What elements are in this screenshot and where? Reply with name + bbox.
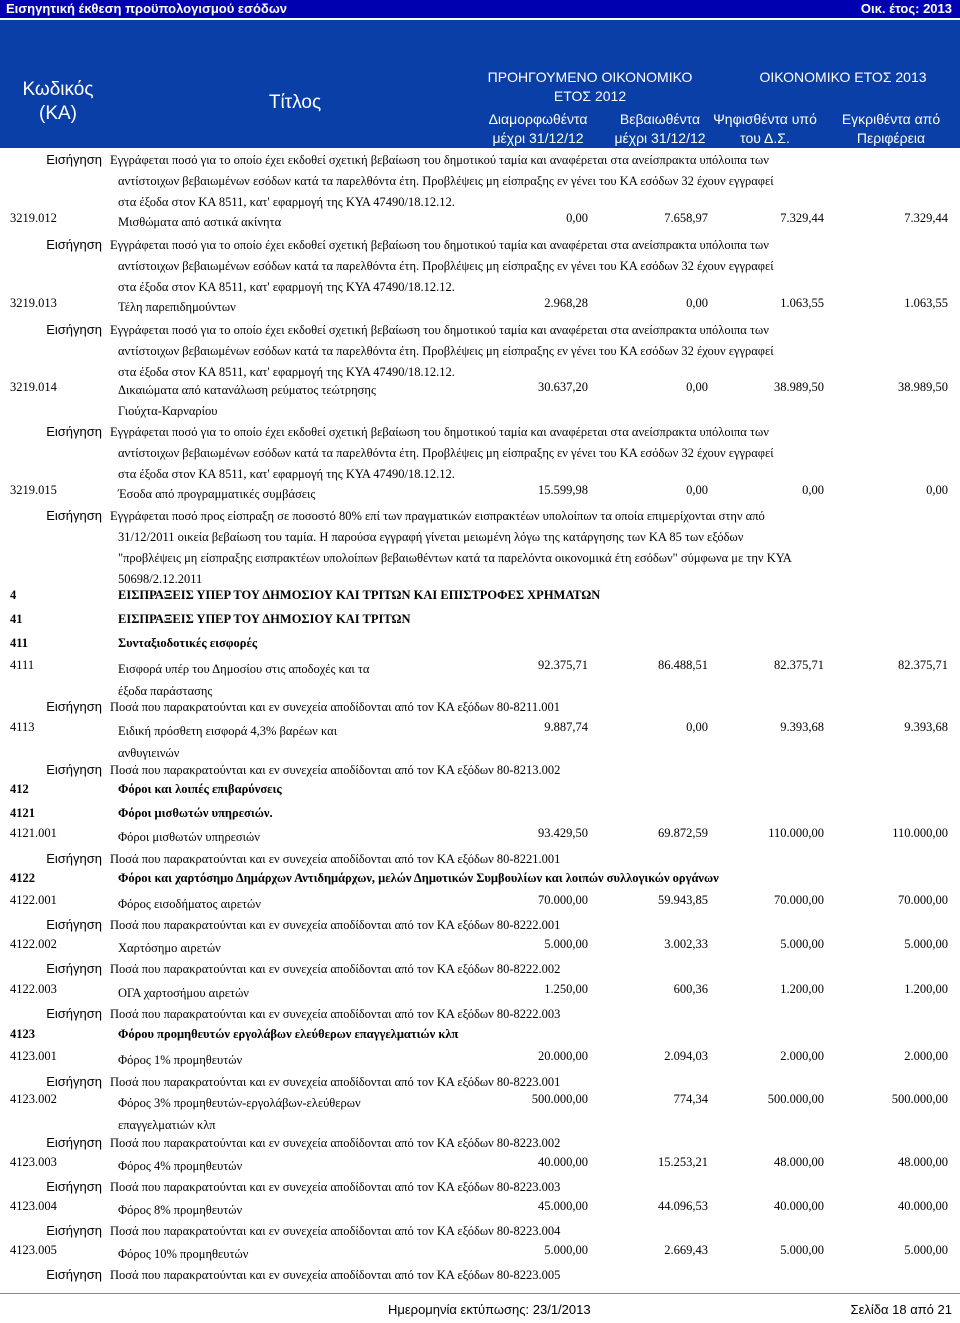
value-formed: 93.429,50 [538,826,588,840]
value-formed: 15.599,98 [538,483,588,497]
recommendation-text: Εγγράφεται ποσό για το οποίο έχει εκδοθεί σχετική βεβαίωση του δημοτικού ταμία και αναφέρεται στα ανείσπρακτα υπόλοιπα των αντίστοιχων βεβαιωμένων εσόδων κατά τα παρελθόντα έτη. Προβλέψεις μη είσπραξης εν γένει του ΚΑ εσόδων 32 έχουν εγγραφεί στα έξοδα στον ΚΑ 8511, κατ' εφαρμογή της ΚΥΑ 47490/18.12.12. [110,153,774,209]
row-title: Φόρος 3% προμηθευτών-εργολάβων-ελεύθερων επαγγελματιών κλπ [118,1096,361,1132]
value-confirmed: 7.658,97 [664,211,708,225]
recommendation-text: Ποσά που παρακρατούνται και εν συνεχεία αποδίδονται από τον ΚΑ εξόδων 80-8222.003 [110,1007,561,1021]
recommendation-label: Εισήγηση [46,699,102,714]
value-voted: 5.000,00 [780,1243,824,1257]
value-voted: 2.000,00 [780,1049,824,1063]
recommendation-label: Εισήγηση [46,508,102,523]
value-formed: 30.637,20 [538,380,588,394]
recommendation-text: Ποσά που παρακρατούνται και εν συνεχεία αποδίδονται από τον ΚΑ εξόδων 80-8223.003 [110,1180,561,1194]
recommendation-label: Εισήγηση [46,424,102,439]
recommendation-label: Εισήγηση [46,237,102,252]
value-approved: 500.000,00 [891,1092,948,1106]
row-title: Φόρος 1% προμηθευτών [118,1053,243,1067]
value-confirmed: 774,34 [673,1092,708,1106]
row-code: 4123.001 [10,1049,57,1063]
header-col-formed: Διαμορφωθέντα μέχρι 31/12/12 [488,111,588,146]
value-voted: 1.200,00 [780,982,824,996]
value-formed: 0,00 [566,211,588,225]
header-prev-year: ΠΡΟΗΓΟΥΜΕΝΟ ΟΙΚΟΝΟΜΙΚΟ ΕΤΟΣ 2012 [487,69,693,104]
value-confirmed: 0,00 [686,296,708,310]
recommendation-text: Ποσά που παρακρατούνται και εν συνεχεία αποδίδονται από τον ΚΑ εξόδων 80-8223.004 [110,1224,561,1238]
row-title: Φόροι μισθωτών υπηρεσιών [118,830,260,844]
recommendation-label: Εισήγηση [46,1179,102,1194]
recommendation-label: Εισήγηση [46,917,102,932]
recommendation-text: Εγγράφεται ποσό για το οποίο έχει εκδοθεί σχετική βεβαίωση του δημοτικού ταμία και αναφέρεται στα ανείσπρακτα υπόλοιπα των αντίστοιχων βεβαιωμένων εσόδων κατά τα παρελθόντα έτη. Προβλέψεις μη είσπραξης εν γένει του ΚΑ εσόδων 32 έχουν εγγραφεί στα έξοδα στον ΚΑ 8511, κατ' εφαρμογή της ΚΥΑ 47490/18.12.12. [110,238,774,294]
value-confirmed: 2.094,03 [664,1049,708,1063]
value-confirmed: 69.872,59 [658,826,708,840]
row-title: Φόρος εισοδήματος αιρετών [118,897,261,911]
recommendation-label: Εισήγηση [46,152,102,167]
header-current-year: ΟΙΚΟΝΟΜΙΚΟ ΕΤΟΣ 2013 [759,69,927,85]
recommendation-text: Ποσά που παρακρατούνται και εν συνεχεία αποδίδονται από τον ΚΑ εξόδων 80-8221.001 [110,852,561,866]
print-date: Ημερομηνία εκτύπωσης: 23/1/2013 [388,1302,591,1317]
row-title: Ειδική πρόσθετη εισφορά 4,3% βαρέων και ανθυγιεινών [118,724,338,760]
row-code: 4122.003 [10,982,57,996]
value-confirmed: 15.253,21 [658,1155,708,1169]
value-formed: 70.000,00 [538,893,588,907]
row-code: 3219.012 [10,211,57,225]
value-formed: 40.000,00 [538,1155,588,1169]
recommendation-text: Εγγράφεται ποσό για το οποίο έχει εκδοθεί σχετική βεβαίωση του δημοτικού ταμία και αναφέρεται στα ανείσπρακτα υπόλοιπα των αντίστοιχων βεβαιωμένων εσόδων κατά τα παρελθόντα έτη. Προβλέψεις μη είσπραξης εν γένει του ΚΑ εσόδων 32 έχουν εγγραφεί στα έξοδα στον ΚΑ 8511, κατ' εφαρμογή της ΚΥΑ 47490/18.12.12. [110,323,774,379]
recommendation-label: Εισήγηση [46,1223,102,1238]
recommendation-label: Εισήγηση [46,961,102,976]
row-title: Έσοδα από προγραμματικές συμβάσεις [118,487,316,501]
row-code: 4111 [10,658,35,672]
value-formed: 9.887,74 [544,720,588,734]
row-code: 3219.013 [10,296,57,310]
value-formed: 5.000,00 [544,1243,588,1257]
value-approved: 1.063,55 [904,296,948,310]
header-col-approved: Εγκριθέντα από Περιφέρεια [841,111,941,146]
row-title: ΟΓΑ χαρτοσήμου αιρετών [118,986,249,1000]
value-approved: 1.200,00 [904,982,948,996]
row-code: 4123.003 [10,1155,57,1169]
row-title: Χαρτόσημο αιρετών [118,941,221,955]
recommendation-text: Εγγράφεται ποσό προς είσπραξη σε ποσοστό 80% επί των πραγματικών εισπρακτέων υπολοίπων τα οποία επιμερίχονται στην από 31/12/2011 οικεία βεβαίωση του ταμία. Η παρούσα εγγραφή γίνεται μειωμένη λόγω της κατάργησης των ΚΑ 85 των εξόδων "προβλέψεις μη είσπραξης εισπρακτέων υπολοίπων βεβαιωθέντων κατά τα παρελόντα οικονομικά έτη εσόδων" σύμφωνα με την ΚΥΑ 50698/2.12.2011 [110,509,792,586]
footer-divider [0,1293,960,1294]
value-formed: 20.000,00 [538,1049,588,1063]
table-header [0,20,960,148]
value-voted: 110.000,00 [768,826,824,840]
recommendation-label: Εισήγηση [46,851,102,866]
value-confirmed: 86.488,51 [658,658,708,672]
header-title: Τίτλος [268,92,322,113]
value-confirmed: 0,00 [686,380,708,394]
value-voted: 48.000,00 [774,1155,824,1169]
fiscal-year: Οικ. έτος: 2013 [860,1,952,16]
value-confirmed: 59.943,85 [658,893,708,907]
report-title-bar [0,0,960,18]
row-code: 4122.001 [10,893,57,907]
row-code: 4123.004 [10,1199,57,1213]
report-title: Εισηγητική έκθεση προϋπολογισμού εσόδων [6,1,288,16]
value-confirmed: 0,00 [686,483,708,497]
value-voted: 82.375,71 [774,658,824,672]
row-title: Δικαιώματα από κατανάλωση ρεύματος τεώτρησης Γιούχτα-Καρναρίου [118,383,376,418]
recommendation-label: Εισήγηση [46,1074,102,1089]
value-approved: 48.000,00 [898,1155,948,1169]
value-approved: 38.989,50 [898,380,948,394]
row-code: 4113 [10,720,35,734]
row-title: Μισθώματα από αστικά ακίνητα [118,215,282,229]
value-voted: 500.000,00 [767,1092,824,1106]
recommendation-label: Εισήγηση [46,1267,102,1282]
value-approved: 5.000,00 [904,1243,948,1257]
value-approved: 5.000,00 [904,937,948,951]
value-formed: 45.000,00 [538,1199,588,1213]
recommendation-text: Ποσά που παρακρατούνται και εν συνεχεία αποδίδονται από τον ΚΑ εξόδων 80-8222.002 [110,962,561,976]
value-approved: 40.000,00 [898,1199,948,1213]
value-formed: 5.000,00 [544,937,588,951]
value-voted: 5.000,00 [780,937,824,951]
value-voted: 7.329,44 [780,211,824,225]
recommendation-label: Εισήγηση [46,1006,102,1021]
recommendation-text: Ποσά που παρακρατούνται και εν συνεχεία αποδίδονται από τον ΚΑ εξόδων 80-8213.002 [110,763,561,777]
recommendation-text: Ποσά που παρακρατούνται και εν συνεχεία αποδίδονται από τον ΚΑ εξόδων 80-8211.001 [110,700,560,714]
value-confirmed: 44.096,53 [658,1199,708,1213]
row-title: Τέλη παρεπιδημούντων [118,300,236,314]
recommendation-text: Ποσά που παρακρατούνται και εν συνεχεία αποδίδονται από τον ΚΑ εξόδων 80-8223.001 [110,1075,561,1089]
value-approved: 0,00 [926,483,948,497]
recommendation-label: Εισήγηση [46,762,102,777]
value-approved: 7.329,44 [904,211,948,225]
value-confirmed: 0,00 [686,720,708,734]
row-code: 4123.005 [10,1243,57,1257]
header-col-voted: Ψηφισθέντα υπό του Δ.Σ. [713,111,817,146]
value-approved: 2.000,00 [904,1049,948,1063]
value-voted: 38.989,50 [774,380,824,394]
value-formed: 500.000,00 [531,1092,588,1106]
header-col-confirmed: Βεβαιωθέντα μέχρι 31/12/12 [614,111,706,146]
row-title: Φόρος 8% προμηθευτών [118,1203,243,1217]
recommendation-label: Εισήγηση [46,322,102,337]
row-title: Εισφορά υπέρ του Δημοσίου στις αποδοχές και τα έξοδα παράστασης [118,662,370,698]
row-code: 4123.002 [10,1092,57,1106]
value-confirmed: 2.669,43 [664,1243,708,1257]
value-voted: 40.000,00 [774,1199,824,1213]
recommendation-text: Ποσά που παρακρατούνται και εν συνεχεία αποδίδονται από τον ΚΑ εξόδων 80-8222.001 [110,918,561,932]
value-voted: 0,00 [802,483,824,497]
value-confirmed: 600,36 [673,982,708,996]
recommendation-label: Εισήγηση [46,1135,102,1150]
recommendation-text: Ποσά που παρακρατούνται και εν συνεχεία αποδίδονται από τον ΚΑ εξόδων 80-8223.002 [110,1136,561,1150]
value-voted: 9.393,68 [780,720,824,734]
value-formed: 2.968,28 [544,296,588,310]
row-code: 4121.001 [10,826,57,840]
header-code: Κωδικός (ΚΑ) [22,79,94,124]
value-approved: 9.393,68 [904,720,948,734]
page-number: Σελίδα 18 από 21 [850,1302,952,1317]
row-code: 3219.014 [10,380,57,394]
recommendation-text: Ποσά που παρακρατούνται και εν συνεχεία αποδίδονται από τον ΚΑ εξόδων 80-8223.005 [110,1268,561,1282]
value-confirmed: 3.002,33 [664,937,708,951]
value-approved: 70.000,00 [898,893,948,907]
row-title: Φόρος 10% προμηθευτών [118,1247,249,1261]
value-formed: 92.375,71 [538,658,588,672]
value-approved: 110.000,00 [892,826,948,840]
value-voted: 1.063,55 [780,296,824,310]
value-formed: 1.250,00 [544,982,588,996]
row-title: Φόρος 4% προμηθευτών [118,1159,243,1173]
value-voted: 70.000,00 [774,893,824,907]
row-code: 4122.002 [10,937,57,951]
value-approved: 82.375,71 [898,658,948,672]
recommendation-text: Εγγράφεται ποσό για το οποίο έχει εκδοθεί σχετική βεβαίωση του δημοτικού ταμία και αναφέρεται στα ανείσπρακτα υπόλοιπα των αντίστοιχων βεβαιωμένων εσόδων κατά τα παρελθόντα έτη. Προβλέψεις μη είσπραξης εν γένει του ΚΑ εσόδων 32 έχουν εγγραφεί στα έξοδα στον ΚΑ 8511, κατ' εφαρμογή της ΚΥΑ 47490/18.12.12. [110,425,774,481]
row-code: 3219.015 [10,483,57,497]
